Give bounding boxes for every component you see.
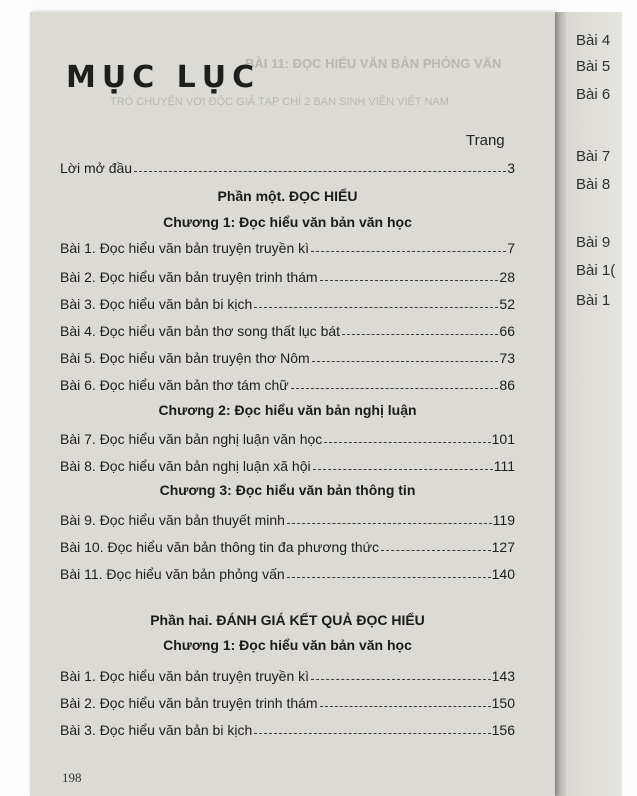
toc-entry [60, 292, 515, 312]
toc-entry-label: Bài 4. Đọc hiểu văn bản thơ song thất lục bát [60, 323, 341, 339]
part-heading: Phần hai. ĐÁNH GIÁ KẾT QUẢ ĐỌC HIỂU [150, 612, 425, 628]
toc-entry-page: 86 [499, 377, 515, 393]
dot-leader [254, 733, 490, 734]
toc-entry-page: 73 [499, 350, 515, 366]
toc-entry-label: Bài 3. Đọc hiểu văn bản bi kịch [60, 722, 253, 738]
dot-leader [320, 706, 491, 707]
next-page-item: Bài 9 [576, 234, 611, 251]
dot-leader [287, 523, 492, 524]
toc-entry-label: Bài 11. Đọc hiểu văn bản phỏng vấn [60, 566, 285, 582]
next-page-item: Bài 4 [576, 32, 611, 49]
toc-entry-page: 111 [493, 458, 515, 474]
toc-entry-page: 7 [507, 240, 515, 256]
toc-entry [60, 718, 515, 738]
toc-entry [60, 664, 515, 684]
toc-entry-page: 143 [491, 668, 515, 684]
toc-entry-label: Bài 5. Đọc hiểu văn bản truyện thơ Nôm [60, 350, 310, 366]
page-number: 198 [62, 770, 82, 785]
toc-entry-label: Bài 2. Đọc hiểu văn bản truyện trinh thám [60, 695, 318, 711]
toc-entry-page: 119 [492, 512, 515, 528]
toc-entry-label: Bài 2. Đọc hiểu văn bản truyện trinh thám [60, 269, 318, 285]
next-page-edge [562, 12, 622, 796]
dot-leader [381, 550, 491, 551]
toc-entry-label: Bài 3. Đọc hiểu văn bản bi kịch [60, 296, 253, 312]
toc-entry [60, 373, 515, 393]
next-page-item: Bài 8 [576, 176, 611, 193]
dot-leader [342, 334, 498, 335]
dot-leader [311, 679, 491, 680]
toc-entry-page: 156 [491, 722, 515, 738]
toc-entry-page: 150 [491, 695, 515, 711]
toc-entry-label: Bài 10. Đọc hiểu văn bản thông tin đa phương thức [60, 539, 380, 555]
dot-leader [134, 171, 506, 172]
toc-entry [60, 454, 515, 474]
dot-leader [311, 251, 506, 252]
chapter-heading: Chương 1: Đọc hiểu văn bản văn học [163, 637, 412, 653]
dot-leader [291, 388, 499, 389]
toc-entry-page: 127 [491, 539, 515, 555]
next-page-item: Bài 5 [576, 58, 611, 75]
chapter-heading: Chương 1: Đọc hiểu văn bản văn học [163, 214, 412, 230]
dot-leader [254, 307, 498, 308]
next-page-item: Bài 7 [576, 148, 611, 165]
toc-entry-label: Lời mở đầu [60, 160, 133, 176]
toc-entry [60, 319, 515, 339]
bleed-through-heading: BÀI 11: ĐỌC HIỂU VĂN BẢN PHỎNG VẤN [245, 56, 502, 71]
toc-entry [60, 562, 515, 582]
toc-entry-label: Bài 6. Đọc hiểu văn bản thơ tám chữ [60, 377, 289, 393]
toc-entry-page: 66 [499, 323, 515, 339]
dot-leader [320, 280, 499, 281]
dot-leader [324, 442, 490, 443]
toc-entry-label: Bài 9. Đọc hiểu văn bản thuyết minh [60, 512, 285, 528]
dot-leader [313, 469, 493, 470]
toc-entry [60, 236, 515, 256]
chapter-heading: Chương 2: Đọc hiểu văn bản nghị luận [158, 402, 417, 418]
toc-entry [60, 346, 515, 366]
page-column-label: Trang [466, 132, 505, 149]
toc-entry-label: Bài 1. Đọc hiểu văn bản truyện truyền kì [60, 240, 310, 256]
dot-leader [312, 361, 499, 362]
toc-entry [60, 508, 515, 528]
chapter-heading: Chương 3: Đọc hiểu văn bản thông tin [159, 482, 416, 498]
page-title: MỤC LỤC [66, 60, 261, 95]
toc-entry [60, 265, 515, 285]
toc-entry-page: 28 [499, 269, 515, 285]
toc-entry [60, 427, 515, 447]
next-page-item: Bài 1( [576, 262, 616, 279]
toc-entry-label: Bài 7. Đọc hiểu văn bản nghị luận văn học [60, 431, 323, 447]
toc-entry-page: 101 [491, 431, 515, 447]
toc-entry [60, 691, 515, 711]
bleed-through-subheading: TRÒ CHUYỆN VỚI ĐỘC GIẢ TẠP CHÍ 2 BẠN SINH VIÊN VIỆT NAM [110, 96, 449, 108]
toc-entry-label: Bài 8. Đọc hiểu văn bản nghị luận xã hội [60, 458, 311, 474]
toc-entry-page: 52 [499, 296, 515, 312]
part-heading: Phần một. ĐỌC HIỂU [217, 188, 358, 204]
next-page-item: Bài 1 [576, 292, 611, 309]
toc-entry-label: Bài 1. Đọc hiểu văn bản truyện truyền kì [60, 668, 310, 684]
next-page-item: Bài 6 [576, 86, 611, 103]
toc-entry-page: 3 [507, 160, 515, 176]
dot-leader [287, 577, 491, 578]
toc-entry [60, 535, 515, 555]
toc-entry [60, 156, 515, 176]
toc-entry-page: 140 [491, 566, 515, 582]
